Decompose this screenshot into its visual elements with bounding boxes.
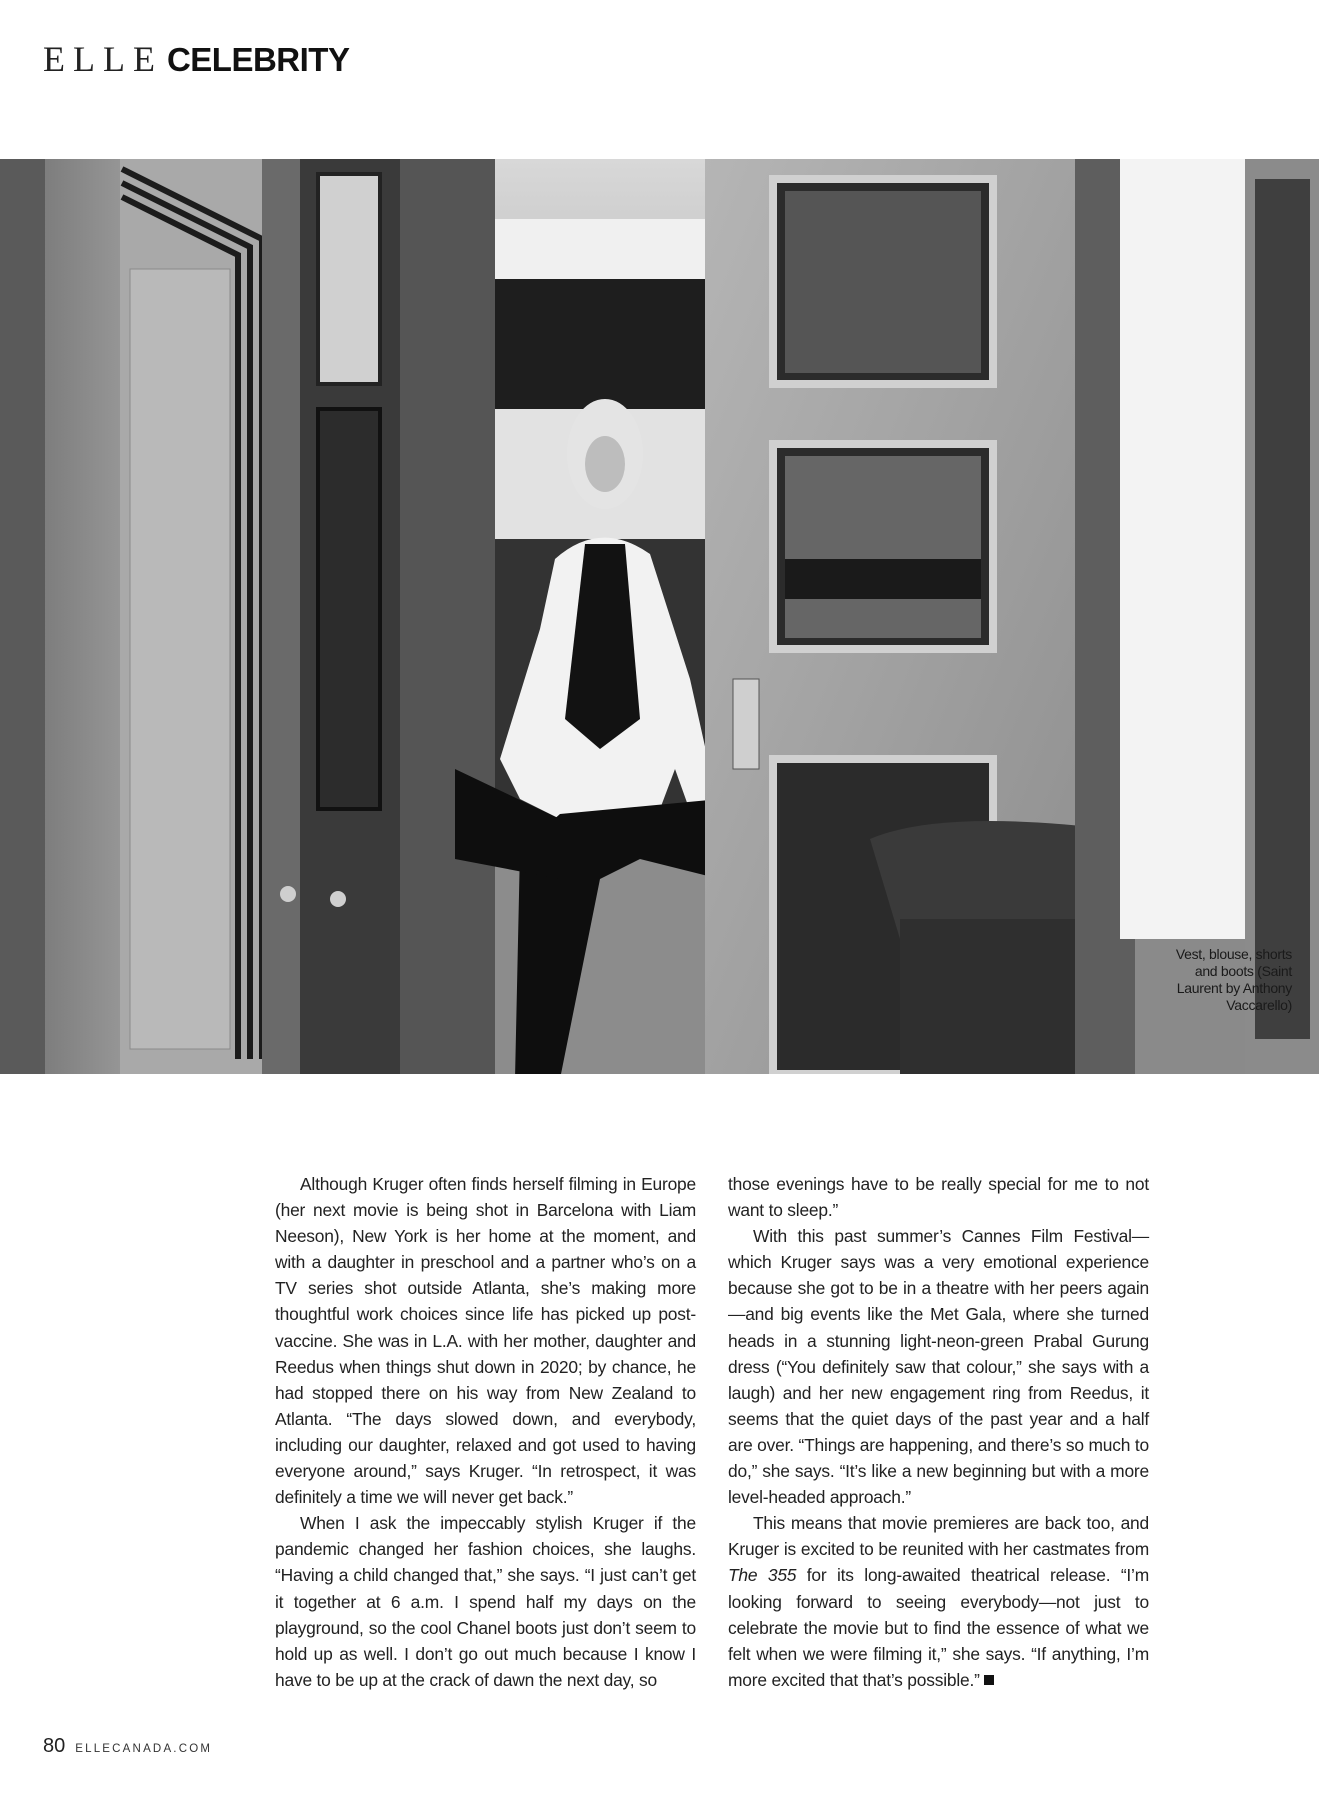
article-paragraph: those evenings have to be really special for me to not want to sleep.” [728, 1174, 1149, 1221]
feature-photo [0, 159, 1319, 1074]
photo-caption: Vest, blouse, shorts and boots (Saint Laurent by Anthony Vaccarello) [1175, 946, 1292, 1013]
article-paragraph [728, 1510, 1149, 1693]
article-paragraph: With this past summer’s Cannes Film Festival—which Kruger says was a very emotional experience because she got to be in a theatre with her peers again—and big events like the Met Gala, where she turned heads in a stunning light-neon-green Prabal Gurung dress (“You definitely saw that colour,” she says with a laugh) and her new engagement ring from Reedus, it seems that the quiet days of the past year and a half are over. “Things are happening, and there’s so much to do,” she says. “It’s like a new beginning but with a more level-headed approach.” [728, 1226, 1149, 1508]
brand-logo: ELLE [43, 39, 163, 79]
paragraph-text: for its long-awaited theatrical release. “I’m looking forward to seeing everybody—not just to celebrate the movie but to find the essence of what we felt when we were filming it,” she says. “If anything, I’m more excited that that’s possible.” [728, 1565, 1150, 1690]
film-title: The 355 [728, 1565, 797, 1586]
article-column-right [728, 1171, 1149, 1693]
page-number: 80 [43, 1735, 66, 1757]
end-mark-icon [984, 1675, 994, 1685]
paragraph-text: This means that movie premieres are back too, and Kruger is excited to be reunited with her castmates from [728, 1513, 1149, 1560]
page-footer [43, 1735, 212, 1758]
article-column-left [275, 1171, 696, 1693]
article-paragraph: Although Kruger often finds herself filming in Europe (her next movie is being shot in Barcelona with Liam Neeson), New York is her home at the moment, and with a daughter in preschool and a partner who’s on a TV series shot outside Atlanta, she’s making more thoughtful work choices since life has picked up post-vaccine. She was in L.A. with her mother, daughter and Reedus when things shut down in 2020; by chance, he had stopped there on his way from New Zealand to Atlanta. “The days slowed down, and everybody, including our daughter, relaxed and got used to having everyone around,” says Kruger. “In retrospect, it was definitely a time we will never get back.” [275, 1174, 696, 1508]
masthead [43, 38, 349, 80]
doorway-photo-illustration [0, 159, 1319, 1074]
website-link[interactable]: ELLECANADA.COM [75, 1743, 213, 1755]
section-title: CELEBRITY [166, 41, 350, 78]
article-paragraph: When I ask the impeccably stylish Kruger if the pandemic changed her fashion choices, she laughs. “Having a child changed that,” she says. “I just can’t get it together at 6 a.m. I spend half my days on the playground, so the cool Chanel boots just don’t seem to hold up as well. I don’t go out much because I know I have to be up at the crack of dawn the next day, so [275, 1513, 696, 1690]
